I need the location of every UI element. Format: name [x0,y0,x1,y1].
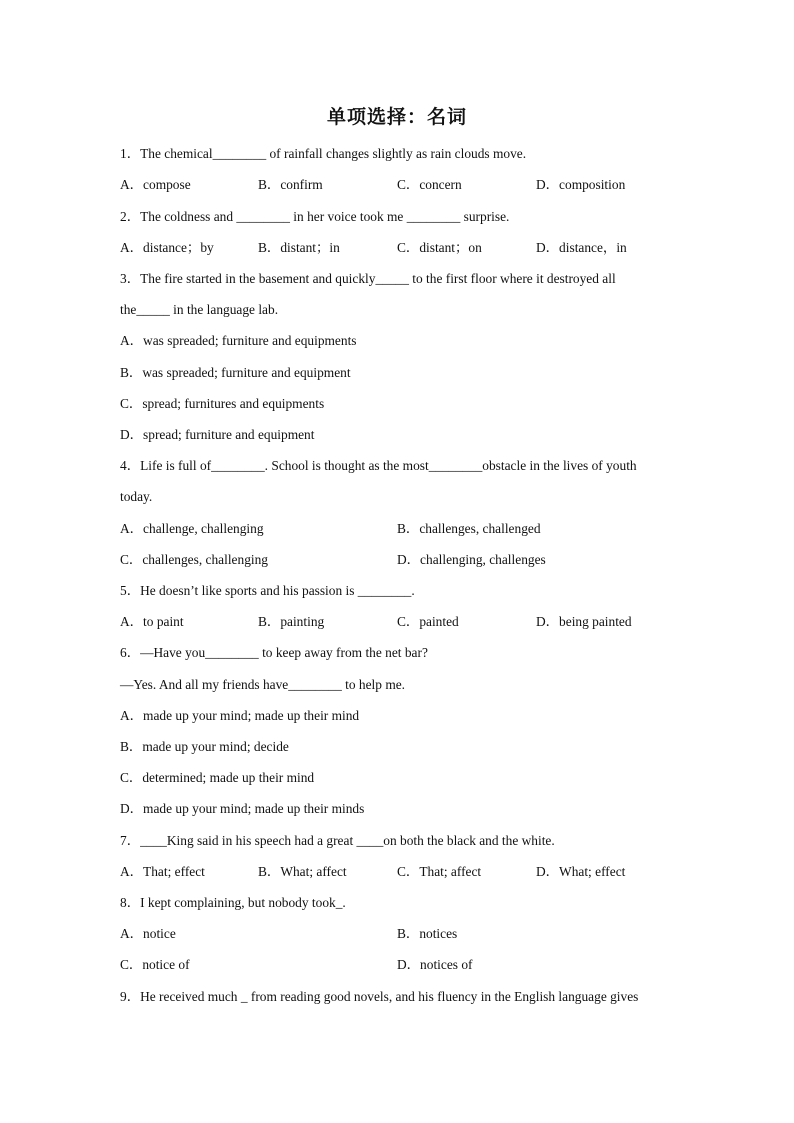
question-8-option-a: A．notice [120,926,176,941]
question-7-text: 7．____King said in his speech had a great ____on both the black and the white. [120,833,555,848]
question-7-option-c: C．That; affect [397,864,482,879]
question-4-text-cont: today. [120,489,153,504]
question-5-text: 5．He doesn’t like sports and his passion is ________. [120,583,415,598]
question-3-text: 3．The fire started in the basement and quickly_____ to the first floor where it destroyed all [120,271,616,286]
question-3-option-a: A．was spreaded; furniture and equipments [120,333,357,348]
question-2-option-d: D．distance，in [536,240,627,255]
question-2-option-b: B．distant；in [258,240,340,255]
question-6-text-cont: —Yes. And all my friends have________ to help me. [120,677,406,692]
question-6-option-d: D．made up your mind; made up their minds [120,801,365,816]
question-4-option-a: A．challenge, challenging [120,521,264,536]
question-9-text: 9．He received much _ from reading good novels, and his fluency in the English language gives [120,989,639,1004]
question-4-text: 4．Life is full of________. School is thought as the most________obstacle in the lives of youth [120,458,637,473]
question-8-option-d: D．notices of [397,957,473,972]
question-6-text: 6．—Have you________ to keep away from the net bar? [120,645,428,660]
question-3-text-cont: the_____ in the language lab. [120,302,279,317]
question-1-option-b: B．confirm [258,177,323,192]
question-1-option-d: D．composition [536,177,626,192]
question-5-option-c: C．painted [397,614,459,629]
question-2-text: 2．The coldness and ________ in her voice took me ________ surprise. [120,209,510,224]
page-title: 单项选择：名词 [326,106,467,128]
question-1-option-a: A．compose [120,177,191,192]
question-2-option-a: A．distance；by [120,240,214,255]
question-6-option-c: C．determined; made up their mind [120,770,315,785]
question-5-option-a: A．to paint [120,614,184,629]
question-5-option-d: D．being painted [536,614,632,629]
question-8-option-c: C．notice of [120,957,190,972]
question-1-text: 1．The chemical________ of rainfall changes slightly as rain clouds move. [120,146,527,161]
question-5-option-b: B．painting [258,614,325,629]
question-8-text: 8．I kept complaining, but nobody took_. [120,895,346,910]
question-1-option-c: C．concern [397,177,462,192]
question-3-option-d: D．spread; furniture and equipment [120,427,315,442]
question-7-option-d: D．What; effect [536,864,626,879]
question-4-option-d: D．challenging, challenges [397,552,546,567]
question-7-option-a: A．That; effect [120,864,205,879]
question-8-option-b: B．notices [397,926,458,941]
question-4-option-b: B．challenges, challenged [397,521,541,536]
question-3-option-c: C．spread; furnitures and equipments [120,396,325,411]
question-2-option-c: C．distant；on [397,240,482,255]
question-4-option-c: C．challenges, challenging [120,552,268,567]
question-6-option-a: A．made up your mind; made up their mind [120,708,360,723]
question-6-option-b: B．made up your mind; decide [120,739,289,754]
question-7-option-b: B．What; affect [258,864,347,879]
question-3-option-b: B．was spreaded; furniture and equipment [120,365,351,380]
